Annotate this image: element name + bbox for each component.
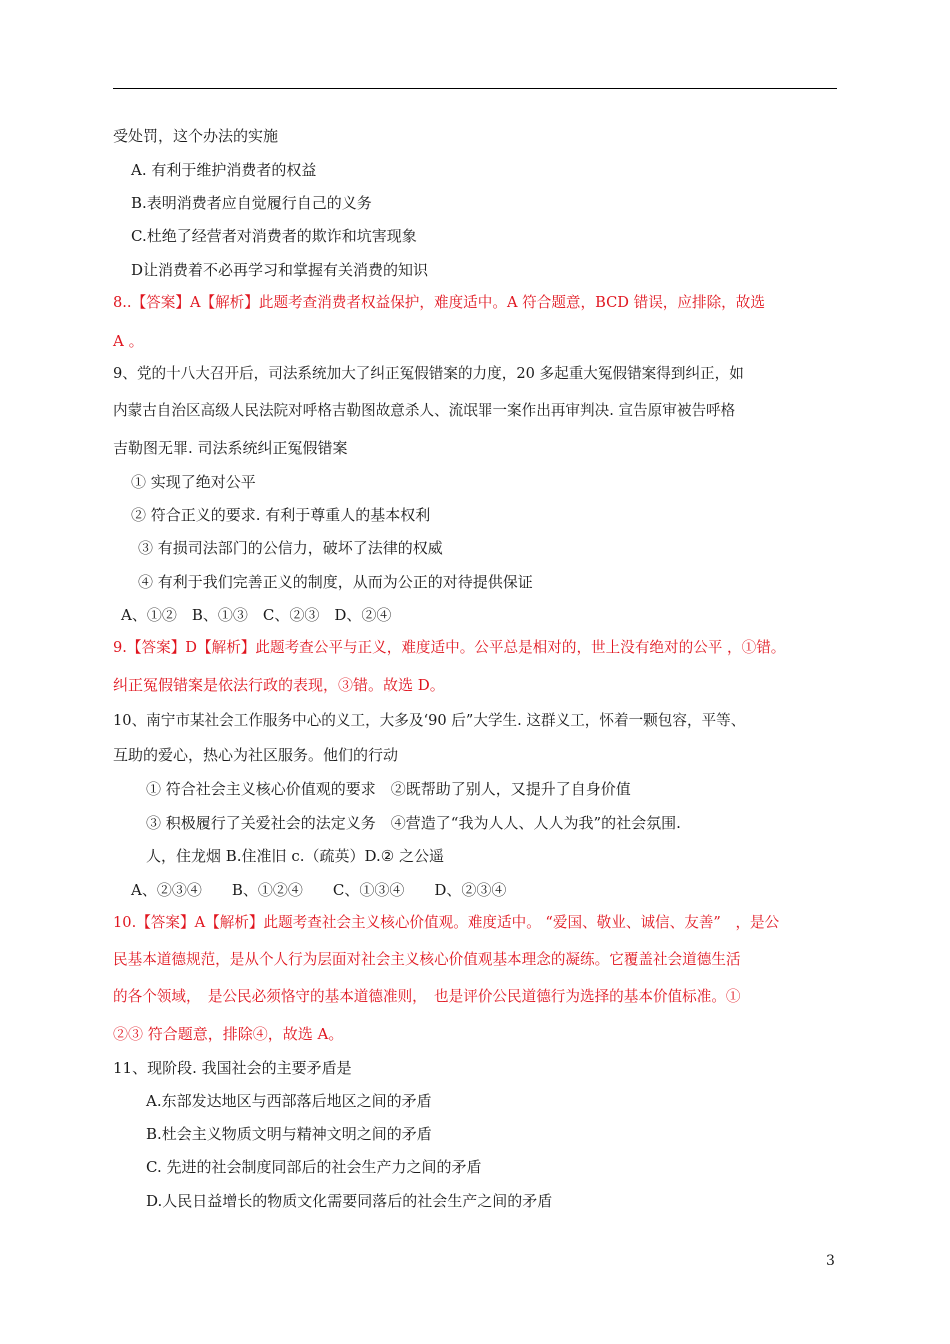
answer-8-line-2: A 。 bbox=[113, 332, 144, 350]
header-rule bbox=[113, 88, 837, 89]
question-11-stem: 11、现阶段. 我国社会的主要矛盾是 bbox=[113, 1059, 352, 1077]
q10-garbled-line: 人，住龙烟 B.住准旧 c.（疏英）D.② 之公遥 bbox=[146, 847, 444, 865]
answer-9-line-1: 9.【答案】D【解析】此题考查公平与正义，难度适中。公平总是相对的，世上没有绝对的公平 ，①错。 bbox=[113, 639, 786, 656]
q11-option-d: D.人民日益增长的物质文化需要同落后的社会生产之间的矛盾 bbox=[146, 1192, 553, 1210]
answer-10-line-2: 民基本道德规范，是从个人行为层面对社会主义核心价值观基本理念的凝练。它覆盖社会道德生活 bbox=[113, 951, 741, 968]
q9-statement-2: ② 符合正义的要求. 有利于尊重人的基本权利 bbox=[131, 506, 431, 524]
answer-9-line-2: 纠正冤假错案是依法行政的表现，③错。故选 D。 bbox=[113, 676, 445, 694]
q11-option-a: A.东部发达地区与西部落后地区之间的矛盾 bbox=[146, 1092, 432, 1110]
q7-option-c: C.杜绝了经营者对消费者的欺诈和坑害现象 bbox=[131, 227, 417, 245]
q10-statements-3-4: ③ 积极履行了关爱社会的法定义务 ④营造了“我为人人、人人为我”的社会氛围. bbox=[146, 814, 681, 832]
answer-10-line-1: 10.【答案】A【解析】此题考查社会主义核心价值观。难度适中。 “爱国、敬业、诚信、友善” ，是公 bbox=[113, 914, 780, 931]
page-number: 3 bbox=[826, 1253, 835, 1269]
q10-choices: A、②③④ B、①②④ C、①③④ D、②③④ bbox=[131, 881, 507, 899]
answer-8-line-1: 8..【答案】A【解析】此题考查消费者权益保护，难度适中。A 符合题意，BCD 错误，应排除，故选 bbox=[113, 294, 765, 311]
answer-10-line-3: 的各个领域， 是公民必须恪守的基本道德准则， 也是评价公民道德行为选择的基本价值标准。① bbox=[113, 988, 741, 1005]
q9-statement-4: ④ 有利于我们完善正义的制度，从而为公正的对待提供保证 bbox=[138, 573, 533, 591]
q11-option-b: B.杜会主义物质文明与精神文明之间的矛盾 bbox=[146, 1125, 432, 1143]
q7-option-a: A. 有利于维护消费者的权益 bbox=[131, 161, 317, 179]
question-7-stem-end: 受处罚，这个办法的实施 bbox=[113, 127, 279, 145]
question-9-line-3: 吉勒图无罪. 司法系统纠正冤假错案 bbox=[113, 439, 348, 457]
answer-10-line-4: ②③ 符合题意，排除④，故选 A。 bbox=[113, 1025, 344, 1043]
question-10-line-2: 互助的爱心，热心为社区服务。他们的行动 bbox=[113, 746, 399, 764]
q7-option-d: D让消费着不必再学习和掌握有关消费的知识 bbox=[131, 261, 429, 279]
question-9-line-1: 9、党的十八大召开后，司法系统加大了纠正冤假错案的力度，20 多起重大冤假错案得到纠正，如 bbox=[113, 365, 744, 382]
question-9-line-2: 内蒙古自治区高级人民法院对呼格吉勒图故意杀人、流氓罪一案作出再审判决. 宣告原审被告呼格 bbox=[113, 402, 736, 419]
q11-option-c: C. 先进的社会制度同部后的社会生产力之间的矛盾 bbox=[146, 1158, 482, 1176]
q10-statements-1-2: ① 符合社会主义核心价值观的要求 ②既帮助了别人，又提升了自身价值 bbox=[146, 780, 631, 798]
q9-choices: A、①② B、①③ C、②③ D、②④ bbox=[121, 606, 392, 624]
q9-statement-1: ① 实现了绝对公平 bbox=[131, 473, 256, 491]
question-10-line-1: 10、南宁市某社会工作服务中心的义工，大多及‘90 后”大学生. 这群义工，怀着一颗包容，平等、 bbox=[113, 712, 746, 729]
q7-option-b: B.表明消费者应自觉履行自己的义务 bbox=[131, 194, 372, 212]
q9-statement-3: ③ 有损司法部门的公信力，破坏了法律的权威 bbox=[138, 539, 443, 557]
